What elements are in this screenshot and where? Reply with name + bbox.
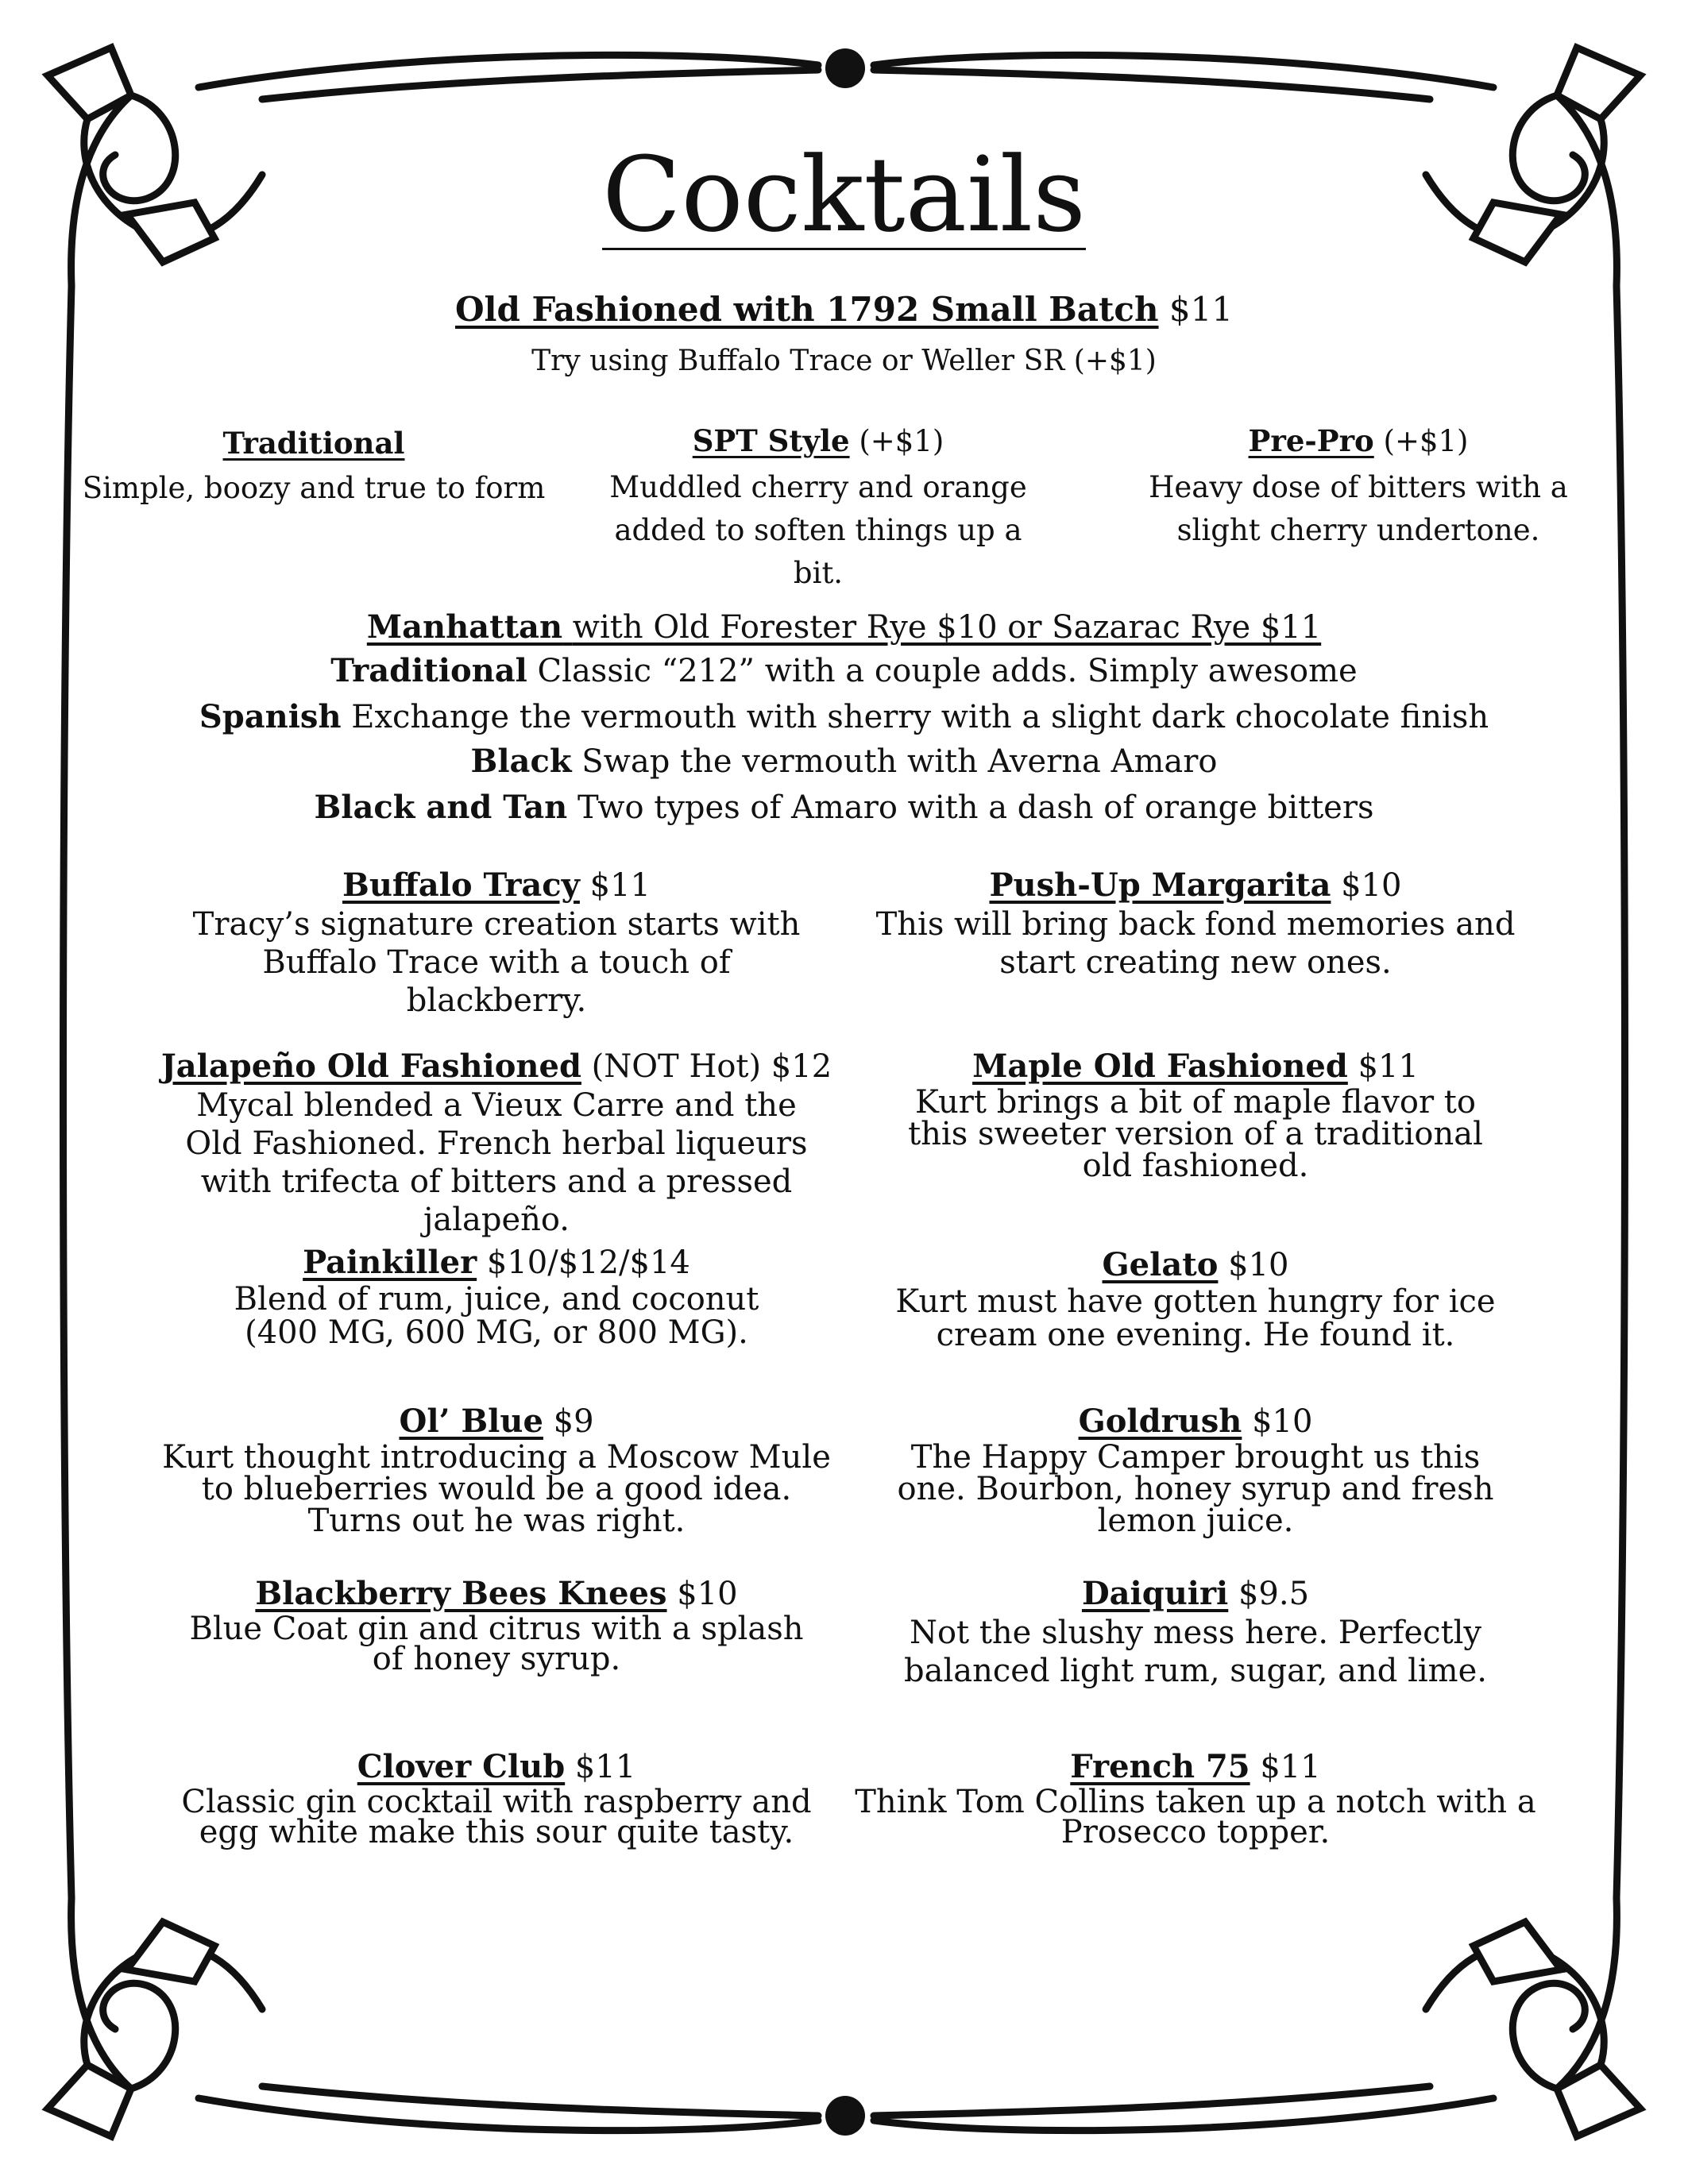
drink-name: Daiquiri <box>1081 1575 1229 1612</box>
style-traditional <box>52 423 576 508</box>
drink-price: $10 <box>1252 1403 1313 1440</box>
drink-name: Goldrush <box>1078 1403 1242 1440</box>
style-name: Pre-Pro <box>1248 423 1374 458</box>
variant-name: Traditional <box>330 652 527 689</box>
drink-name: Maple Old Fashioned <box>972 1048 1348 1085</box>
style-pre-pro <box>1096 421 1620 552</box>
featured-heading <box>0 290 1688 330</box>
drink-name: Blackberry Bees Knees <box>255 1575 667 1612</box>
drink-item <box>147 1047 846 1239</box>
drink-desc: Not the slushy mess here. Perfectly balanced light rum, sugar, and lime. <box>904 1615 1487 1689</box>
drink-price: $10 <box>1228 1247 1289 1283</box>
drink-price: $11 <box>1358 1048 1419 1085</box>
drink-price: $10 <box>1341 867 1402 904</box>
manhattan-variant <box>0 742 1688 781</box>
drink-item <box>854 1747 1537 1850</box>
drink-name: Painkiller <box>303 1244 477 1281</box>
variant-name: Black and Tan <box>314 789 568 826</box>
style-desc: Heavy dose of bitters with a slight cherry undertone. <box>1149 470 1568 547</box>
drink-item <box>854 1402 1537 1537</box>
drink-desc: Kurt brings a bit of maple flavor to this sweeter version of a traditional old fashioned. <box>908 1084 1483 1184</box>
variant-desc: Two types of Amaro with a dash of orange bitters <box>577 789 1374 826</box>
variant-name: Spanish <box>199 698 342 735</box>
featured-note: Try using Buffalo Trace or Weller SR (+$1) <box>531 345 1157 377</box>
featured-name: Old Fashioned with 1792 Small Batch <box>454 290 1159 329</box>
drink-name: Buffalo Tracy <box>342 866 580 904</box>
drink-name: Gelato <box>1102 1246 1219 1283</box>
manhattan-variant <box>0 788 1688 828</box>
drink-price: $11 <box>589 867 651 904</box>
drink-desc: Think Tom Collins taken up a notch with a Prosecco topper. <box>855 1784 1536 1850</box>
featured-price: $11 <box>1168 290 1234 329</box>
style-desc: Simple, boozy and true to form <box>82 471 546 505</box>
drink-item <box>854 866 1537 982</box>
drink-desc: Blend of rum, juice, and coconut (400 MG, 600 MG, or 800 MG). <box>234 1281 759 1351</box>
drink-name: Push-Up Margarita <box>989 866 1331 904</box>
manhattan-detail: with Old Forester Rye $10 or Sazarac Rye $11 <box>572 609 1322 646</box>
drink-desc: Tracy’s signature creation starts with Buffalo Trace with a touch of blackberry. <box>192 906 801 1019</box>
drink-item <box>155 1574 838 1677</box>
drink-price: $11 <box>574 1749 636 1785</box>
drink-item <box>155 1243 838 1349</box>
drink-desc: Blue Coat gin and citrus with a splash of honey syrup. <box>189 1611 804 1677</box>
variant-name: Black <box>470 743 572 780</box>
drink-name: Clover Club <box>357 1748 566 1785</box>
manhattan-name: Manhattan <box>366 608 563 646</box>
drink-desc: Mycal blended a Vieux Carre and the Old Fashioned. French herbal liqueurs with trifecta of bitters and a pressed jalapeño. <box>185 1087 808 1238</box>
drink-item <box>854 1574 1537 1690</box>
manhattan-variant <box>0 651 1688 691</box>
drink-desc: This will bring back fond memories and start creating new ones. <box>875 906 1516 981</box>
drink-price: $9.5 <box>1238 1576 1310 1612</box>
style-desc: Muddled cherry and orange added to soften things up a bit. <box>609 470 1027 590</box>
drink-name: Ol’ Blue <box>399 1403 543 1440</box>
page-title: Cocktails <box>602 134 1086 255</box>
drink-price: (NOT Hot) $12 <box>591 1048 832 1085</box>
style-spt <box>556 421 1080 595</box>
drink-price: $10/$12/$14 <box>486 1244 690 1281</box>
style-name: SPT Style <box>692 423 850 458</box>
drink-price: $10 <box>677 1576 738 1612</box>
style-extra: (+$1) <box>1383 424 1469 458</box>
style-extra: (+$1) <box>859 424 944 458</box>
drink-item <box>155 866 838 1020</box>
drink-desc: Classic gin cocktail with raspberry and egg white make this sour quite tasty. <box>181 1784 812 1850</box>
drink-price: $9 <box>553 1403 594 1440</box>
drink-item <box>854 1245 1537 1352</box>
drink-item <box>155 1747 838 1850</box>
variant-desc: Swap the vermouth with Averna Amaro <box>581 743 1218 780</box>
drink-desc: The Happy Camper brought us this one. Bourbon, honey syrup and fresh lemon juice. <box>897 1439 1494 1539</box>
manhattan-variant <box>0 697 1688 737</box>
variant-desc: Classic “212” with a couple adds. Simply awesome <box>537 653 1358 689</box>
drink-desc: Kurt thought introducing a Moscow Mule to blueberries would be a good idea. Turns out he was right. <box>162 1439 831 1539</box>
drink-name: French 75 <box>1070 1748 1250 1785</box>
variant-desc: Exchange the vermouth with sherry with a slight dark chocolate finish <box>351 699 1489 735</box>
drink-item <box>854 1047 1537 1182</box>
drink-item <box>155 1402 838 1537</box>
manhattan-heading <box>0 608 1688 647</box>
drink-desc: Kurt must have gotten hungry for ice cream one evening. He found it. <box>895 1283 1496 1353</box>
style-name: Traditional <box>222 426 405 461</box>
drink-price: $11 <box>1260 1749 1321 1785</box>
drink-name: Jalapeño Old Fashioned <box>160 1048 581 1085</box>
